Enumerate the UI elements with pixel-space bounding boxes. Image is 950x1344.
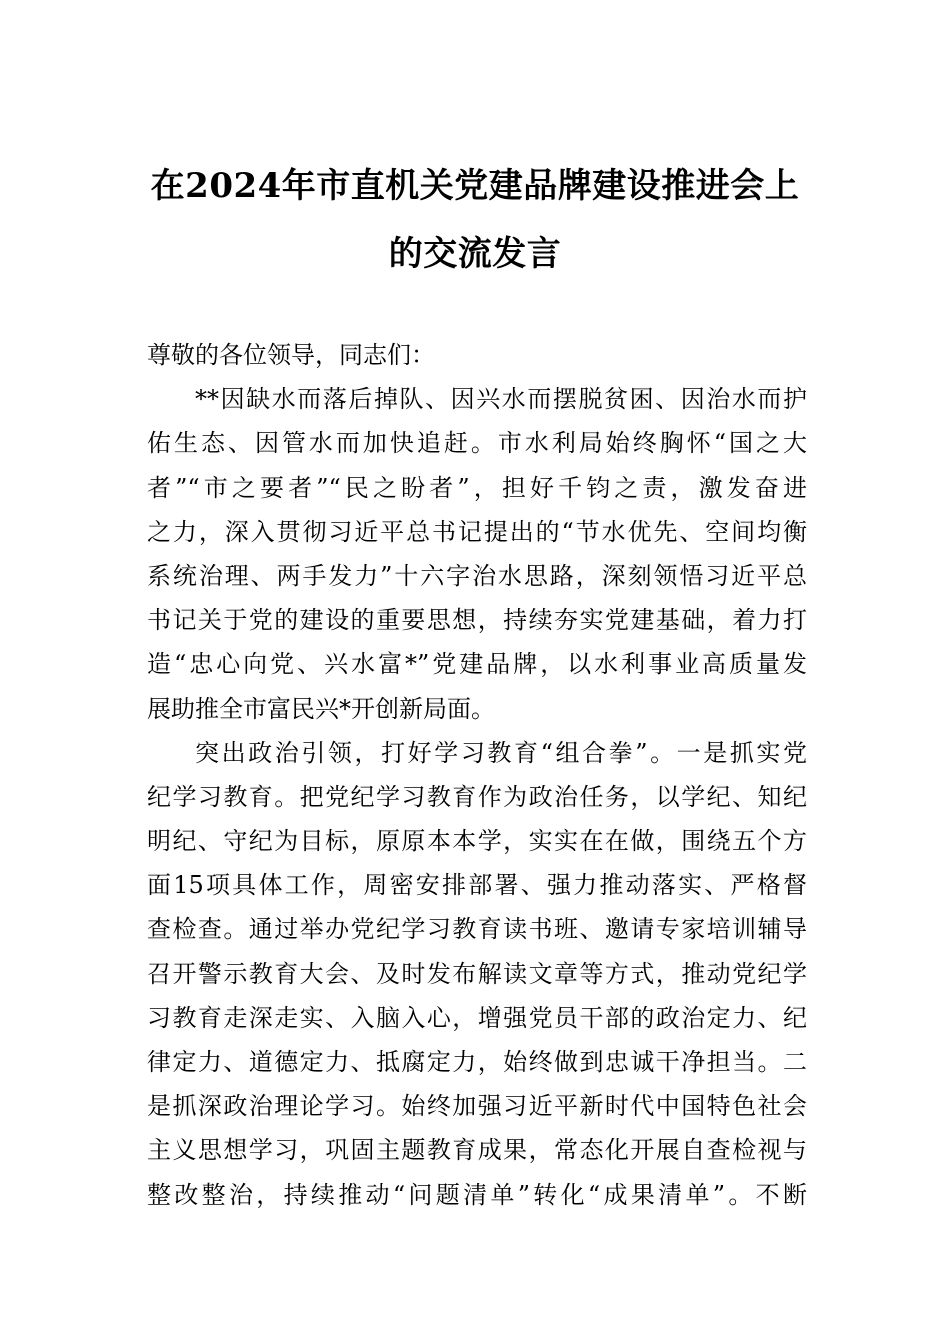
paragraph-line: 书记关于党的建设的重要思想，持续夯实党建基础，着力打 <box>147 606 807 635</box>
paragraph-line: 整改整治，持续推动“问题清单”转化“成果清单”。不断 <box>147 1180 807 1209</box>
paragraph-line: 佑生态、因管水而加快追赶。市水利局始终胸怀“国之大 <box>147 429 807 458</box>
paragraph-line: 系统治理、两手发力”十六字治水思路，深刻领悟习近平总 <box>147 561 807 590</box>
document-title <box>120 152 830 288</box>
paragraph-line: 造“忠心向党、兴水富*”党建品牌，以水利事业高质量发 <box>147 650 807 679</box>
paragraph-line: 纪学习教育。把党纪学习教育作为政治任务，以学纪、知纪 <box>147 782 807 811</box>
paragraph-line: 者”“市之要者”“民之盼者”，担好千钧之责，激发奋进 <box>147 473 807 502</box>
paragraph-line: 是抓深政治理论学习。始终加强习近平新时代中国特色社会 <box>147 1092 807 1121</box>
paragraph-line: 习教育走深走实、入脑入心，增强党员干部的政治定力、纪 <box>147 1003 807 1032</box>
document-body <box>147 333 807 1217</box>
paragraph-line: **因缺水而落后掉队、因兴水而摆脱贫困、因治水而护 <box>195 385 807 414</box>
paragraph-line: 展助推全市富民兴*开创新局面。 <box>147 694 495 723</box>
salutation: 尊敬的各位领导，同志们： <box>147 341 435 369</box>
paragraph-1 <box>147 377 807 731</box>
paragraph-line: 明纪、守纪为目标，原原本本学，实实在在做，围绕五个方 <box>147 827 807 856</box>
paragraph-2 <box>147 731 807 1217</box>
paragraph-line: 查检查。通过举办党纪学习教育读书班、邀请专家培训辅导 <box>147 915 807 944</box>
paragraph-line: 突出政治引领，打好学习教育“组合拳”。一是抓实党 <box>195 738 807 767</box>
paragraph-line: 之力，深入贯彻习近平总书记提出的“节水优先、空间均衡 <box>147 517 807 546</box>
paragraph-line: 召开警示教育大会、及时发布解读文章等方式，推动党纪学 <box>147 959 807 988</box>
title-line-1: 在2024年市直机关党建品牌建设推进会上 <box>150 166 800 206</box>
paragraph-line: 主义思想学习，巩固主题教育成果，常态化开展自查检视与 <box>147 1136 807 1165</box>
paragraph-line: 面15项具体工作，周密安排部署、强力推动落实、严格督 <box>147 871 807 900</box>
title-line-2: 的交流发言 <box>388 234 562 274</box>
paragraph-line: 律定力、道德定力、抵腐定力，始终做到忠诚干净担当。二 <box>147 1048 807 1076</box>
